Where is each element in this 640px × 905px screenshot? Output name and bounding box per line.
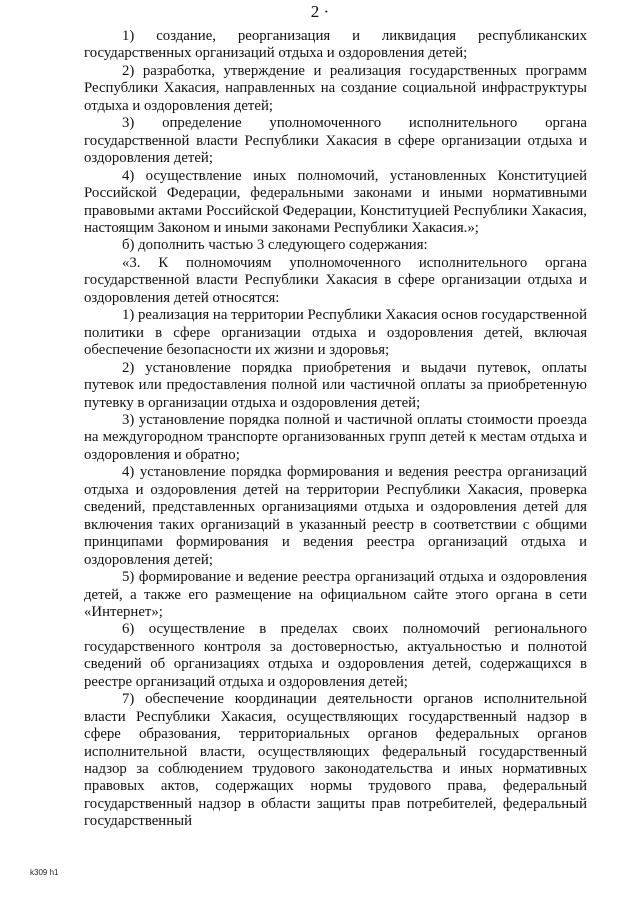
paragraph-item-3: 3) определение уполномоченного исполнительного органа государственной власти Республики Хакасия в сфере организации отдыха и оздоровления детей; bbox=[84, 115, 587, 167]
paragraph-item-1: 1) создание, реорганизация и ликвидация республиканских государственных организаций отдыха и оздоровления детей; bbox=[84, 28, 587, 62]
paragraph-part-3-intro: «3. К полномочиям уполномоченного исполнительного органа государственной власти Республики Хакасия в сфере организации отдыха и оздоровления детей относятся: bbox=[84, 254, 587, 306]
footer-document-code: k309 h1 bbox=[30, 868, 59, 877]
paragraph-item-2: 2) разработка, утверждение и реализация государственных программ Республики Хакасия, направленных на создание социальной инфраструктуры отдыха и оздоровления детей; bbox=[84, 62, 587, 114]
paragraph-part-3-item-4: 4) установление порядка формирования и ведения реестра организаций отдыха и оздоровления детей на территории Республики Хакасия, проверка сведений, представленных организациями отдыха и оздоровления детей для включения таких организаций в указанный реестр в соответствии с общими принципами формирования и ведения реестра организаций отдыха и оздоровления детей; bbox=[84, 464, 587, 568]
paragraph-amendment-b: б) дополнить частью 3 следующего содержания: bbox=[122, 237, 428, 254]
document-body bbox=[84, 28, 587, 831]
paragraph-part-3-item-5: 5) формирование и ведение реестра организаций отдыха и оздоровления детей, а также его размещение на официальном сайте этого органа в сети «Интернет»; bbox=[84, 569, 587, 620]
paragraph-part-3-item-7: 7) обеспечение координации деятельности органов исполнительной власти Республики Хакасия, осуществляющих государственный надзор в сфере образования, территориальных органов федеральных органов исполнительной власти, осуществляющих федеральный государственный надзор за соблюдением трудового законодательства и иных нормативных правовых актов, содержащих нормы трудового права, федеральный государственный надзор в области защиты прав потребителей, федеральный государственный bbox=[84, 691, 587, 830]
paragraph-item-4: 4) осуществление иных полномочий, установленных Конституцией Российской Федерации, федеральными законами и иными нормативными правовыми актами Российской Федерации, Конституцией Республики Хакасия, настоящим Законом и иными законами Республики Хакасия.»; bbox=[84, 167, 587, 236]
page-number: 2 · bbox=[310, 2, 330, 21]
paragraph-part-3-item-1: 1) реализация на территории Республики Хакасия основ государственной политики в сфере организации отдыха и оздоровления детей, включая обеспечение безопасности их жизни и здоровья; bbox=[84, 307, 587, 359]
paragraph-part-3-item-6: 6) осуществление в пределах своих полномочий регионального государственного контроля за достоверностью, актуальностью и полнотой сведений об организациях отдыха и оздоровления детей, содержащихся в реестре организаций отдыха и оздоровления детей; bbox=[84, 621, 587, 690]
paragraph-part-3-item-2: 2) установление порядка приобретения и выдачи путевок, оплаты путевок или предоставления полной или частичной оплаты за приобретенную путевку в организации отдыха и оздоровления детей; bbox=[84, 359, 587, 411]
paragraph-part-3-item-3: 3) установление порядка полной и частичной оплаты стоимости проезда на междугородном транспорте организованных групп детей к местам отдыха и оздоровления и обратно; bbox=[84, 411, 587, 463]
